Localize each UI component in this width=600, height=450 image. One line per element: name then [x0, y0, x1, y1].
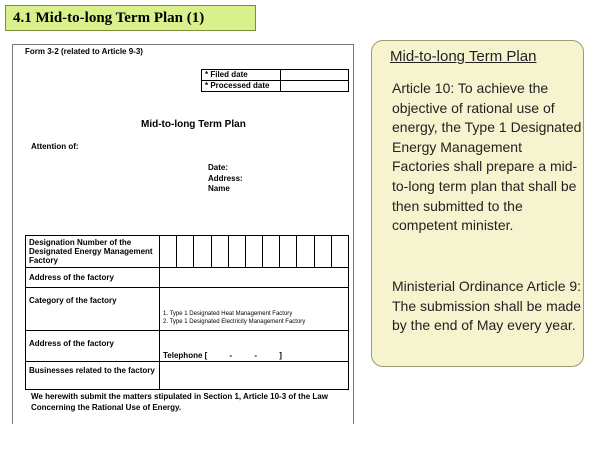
- date-box: [201, 69, 349, 92]
- designation-digit-box[interactable]: [263, 236, 280, 268]
- designation-digit-box[interactable]: [331, 236, 348, 268]
- form-id: Form 3-2 (related to Article 9-3): [25, 47, 143, 56]
- businesses-label: Businesses related to the factory: [26, 362, 160, 390]
- category-label: Category of the factory: [26, 288, 160, 331]
- date-label: Date:: [208, 163, 229, 172]
- designation-digit-box[interactable]: [245, 236, 262, 268]
- ordinance-text: Ministerial Ordinance Article 9: The submission shall be made by the end of May every year.: [392, 278, 582, 334]
- telephone-field[interactable]: Telephone [ - - ]: [160, 331, 349, 362]
- designation-digit-box[interactable]: [211, 236, 228, 268]
- processed-date-label: * Processed date: [202, 81, 281, 92]
- businesses-field[interactable]: [160, 362, 349, 390]
- factory-address-label-2: Address of the factory: [26, 331, 160, 362]
- designation-digit-box[interactable]: [297, 236, 314, 268]
- category-options[interactable]: [160, 288, 349, 331]
- category-option-heat[interactable]: 1. Type 1 Designated Heat Management Factory: [163, 311, 293, 317]
- designation-label: Designation Number of the Designated Energy Management Factory: [26, 236, 160, 268]
- article-10-text: Article 10: To achieve the objective of rational use of energy, the Type 1 Designated Energy Management Factories shall prepare a mid-to-long term plan that shall be then submitted to the competent minister.: [392, 80, 582, 234]
- explanation-callout: [371, 40, 584, 367]
- form-heading: Mid-to-long Term Plan: [141, 119, 246, 130]
- designation-digit-box[interactable]: [280, 236, 297, 268]
- factory-address-field[interactable]: [160, 268, 349, 288]
- slide-title: 4.1 Mid-to-long Term Plan (1): [5, 5, 256, 31]
- submission-statement: We herewith submit the matters stipulated in Section 1, Article 10-3 of the Law Concerning the Rational Use of Energy.: [31, 392, 328, 412]
- designation-digit-box[interactable]: [160, 236, 177, 268]
- attention-label: Attention of:: [31, 142, 79, 151]
- designation-digit-box[interactable]: [228, 236, 245, 268]
- factory-address-label: Address of the factory: [26, 268, 160, 288]
- designation-digit-box[interactable]: [314, 236, 331, 268]
- factory-info-table: [25, 235, 349, 390]
- filed-date-field[interactable]: [281, 70, 349, 81]
- designation-digit-box[interactable]: [194, 236, 211, 268]
- filed-date-label: * Filed date: [202, 70, 281, 81]
- designation-digit-box[interactable]: [177, 236, 194, 268]
- callout-heading: Mid-to-long Term Plan: [390, 48, 537, 65]
- processed-date-field[interactable]: [281, 81, 349, 92]
- name-label: Name: [208, 184, 230, 193]
- address-label: Address:: [208, 174, 243, 183]
- category-option-electricity[interactable]: 2. Type 1 Designated Electricity Management Factory: [163, 319, 306, 325]
- form-document: [12, 44, 354, 424]
